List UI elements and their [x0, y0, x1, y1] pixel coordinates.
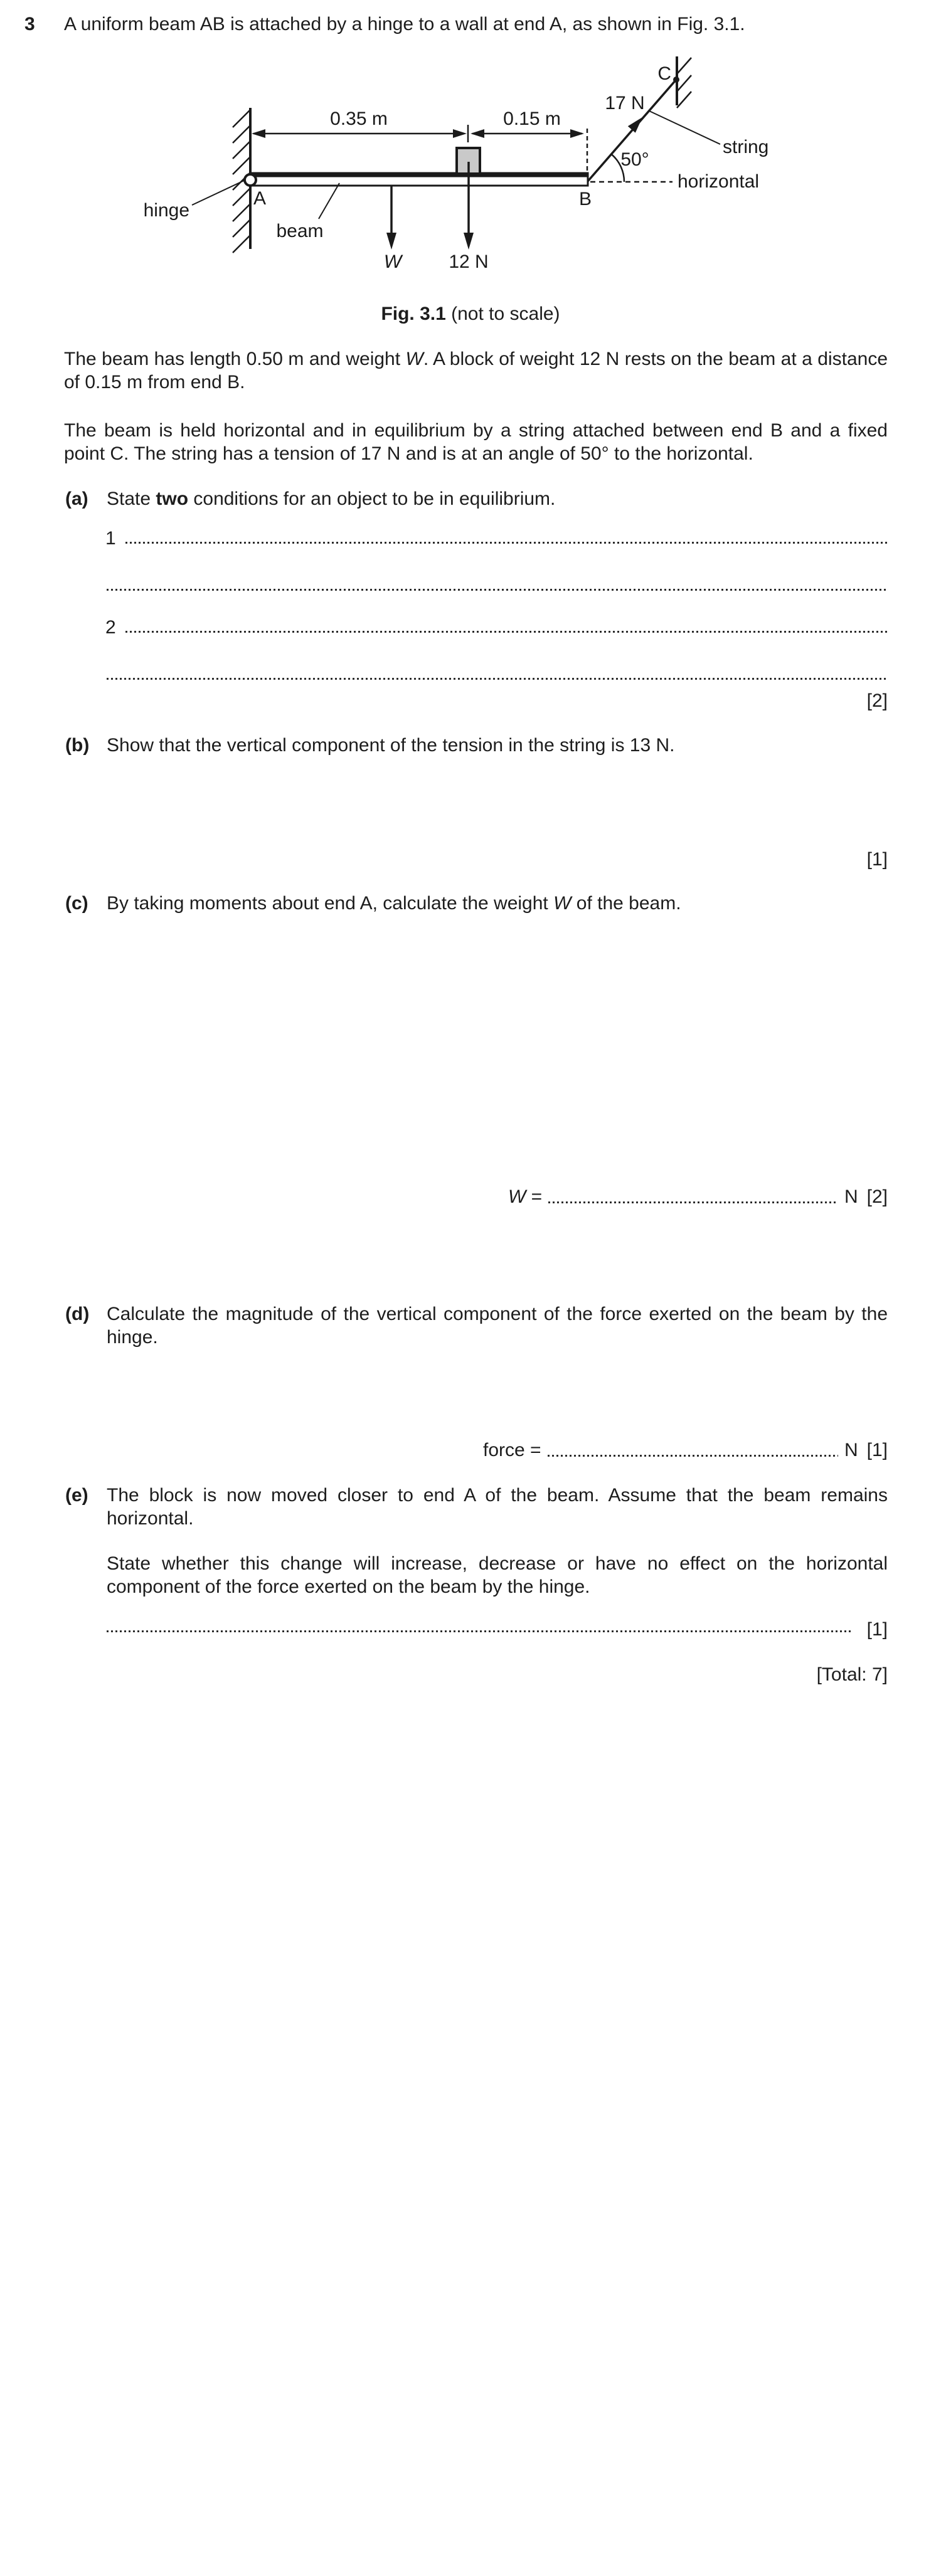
- part-c-label: (c): [65, 893, 88, 914]
- part-c-text: By taking moments about end A, calculate the weight W of the beam.: [107, 893, 681, 914]
- part-d-answer-line: [483, 1438, 888, 1462]
- part-c-answer-dots[interactable]: [548, 1201, 838, 1203]
- part-c-answer-line: [508, 1185, 888, 1208]
- part-d-answer-prefix: force =: [483, 1440, 541, 1460]
- answer-1-number: 1: [105, 528, 116, 549]
- figure-caption: Fig. 3.1 (not to scale): [381, 304, 560, 324]
- part-e-text-1: The block is now moved closer to end A of the beam. Assume that the beam remains horizontal.: [107, 1485, 888, 1529]
- point-b-label: B: [578, 189, 592, 209]
- part-c-answer-unit: N: [844, 1186, 858, 1207]
- answer-line-e[interactable]: [107, 1630, 853, 1632]
- part-e-text-2: State whether this change will increase, decrease or have no effect on the horizontal component of the force exerted on the beam by the hinge.: [107, 1553, 888, 1597]
- part-c-answer-prefix: W =: [508, 1186, 543, 1207]
- angle-label: 50°: [620, 149, 649, 170]
- part-d-label: (d): [65, 1304, 90, 1324]
- hinge-label: hinge: [143, 200, 189, 221]
- part-b-text: Show that the vertical component of the tension in the string is 13 N.: [107, 735, 675, 756]
- question-number: 3: [24, 14, 35, 34]
- point-c-dot: [673, 77, 679, 83]
- answer-line-a1[interactable]: [125, 542, 888, 544]
- answer-line-a2[interactable]: [125, 631, 888, 633]
- block-weight-label: 12 N: [449, 251, 489, 272]
- paragraph-beam-description: The beam has length 0.50 m and weight W. A block of weight 12 N rests on the beam at a distance of 0.15 m from end B.: [64, 349, 888, 393]
- part-a-marks: [2]: [866, 690, 888, 711]
- part-b-marks: [1]: [866, 849, 888, 870]
- part-d-answer-dots[interactable]: [548, 1455, 838, 1457]
- upper-wall-hatching: [677, 58, 691, 108]
- answer-line-a1-continuation[interactable]: [107, 589, 888, 591]
- part-a-text: State two conditions for an object to be in equilibrium.: [107, 488, 556, 509]
- figure-3-1: [125, 53, 784, 276]
- part-d-text: Calculate the magnitude of the vertical component of the force exerted on the beam by the hinge.: [107, 1304, 888, 1348]
- tension-label: 17 N: [605, 93, 645, 113]
- part-d-answer-unit: N: [844, 1440, 858, 1460]
- beam-weight-label: W: [383, 251, 402, 272]
- question-total: [Total: 7]: [816, 1664, 888, 1685]
- dim-035-label: 0.35 m: [330, 108, 388, 129]
- dimension-lines: [253, 125, 587, 172]
- part-c-marks: [2]: [866, 1186, 888, 1207]
- part-d-marks: [1]: [866, 1440, 888, 1460]
- part-e-label: (e): [65, 1485, 88, 1506]
- question-heading: A uniform beam AB is attached by a hinge to a wall at end A, as shown in Fig. 3.1.: [64, 14, 745, 34]
- answer-line-a2-continuation[interactable]: [107, 678, 888, 680]
- dim-015-label: 0.15 m: [503, 108, 561, 129]
- beam-drawing: [250, 173, 588, 186]
- point-c-label: C: [657, 63, 671, 84]
- point-a-label: A: [253, 188, 267, 209]
- horizontal-label: horizontal: [678, 171, 760, 192]
- string-leader-line: [649, 111, 720, 144]
- hinge-pivot: [245, 174, 256, 186]
- beam-leader-line: [319, 183, 339, 219]
- beam-label: beam: [276, 221, 324, 241]
- tension-arrowhead: [628, 117, 642, 133]
- part-e-marks: [1]: [866, 1619, 888, 1640]
- answer-2-number: 2: [105, 617, 116, 638]
- part-a-label: (a): [65, 488, 88, 509]
- weight-arrowheads: [386, 233, 474, 250]
- string-label: string: [723, 137, 769, 157]
- part-b-label: (b): [65, 735, 90, 756]
- paragraph-string-description: The beam is held horizontal and in equilibrium by a string attached between end B and a fixed point C. The string has a tension of 17 N and is at an angle of 50° to the horizontal.: [64, 420, 888, 464]
